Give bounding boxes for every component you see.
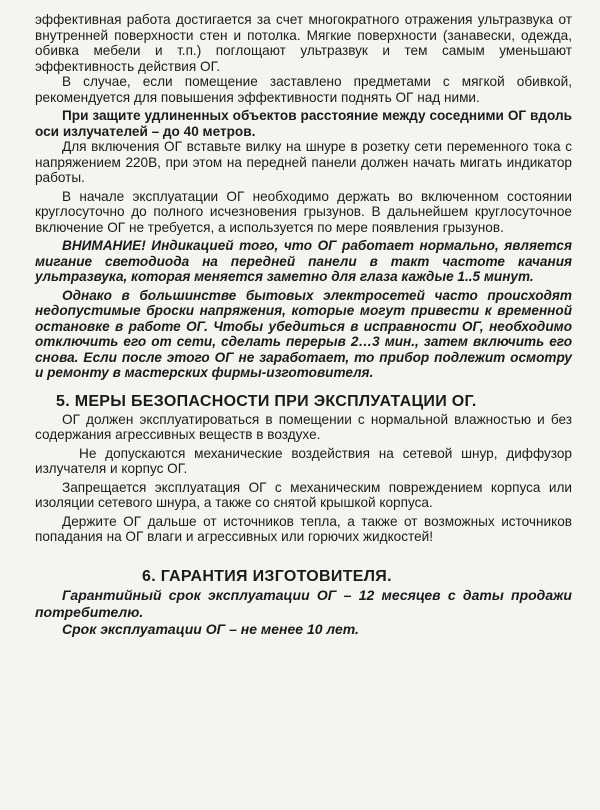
paragraph-heat-sources: Держите ОГ дальше от источников тепла, а также от возможных источников попадания на ОГ влаги и агрессивных или горючих жидкостей! bbox=[35, 513, 572, 544]
paragraph-attention-indicator: ВНИМАНИЕ! Индикацией того, что ОГ работает нормально, является мигание светодиода на передней панели в такт частоте качания ультразвука, которая меняется заметно для глаза каждые 1..5 минут. bbox=[35, 238, 572, 284]
paragraph-mechanical-impact: Не допускаются механические воздействия на сетевой шнур, диффузор излучателя и корпус ОГ. bbox=[35, 445, 572, 476]
paragraph-soft-furnishing: В случае, если помещение заставлено предметами с мягкой обивкой, рекомендуется для повышения эффективности поднять ОГ над ними. bbox=[35, 74, 572, 105]
paragraph-service-life: Срок эксплуатации ОГ – не менее 10 лет. bbox=[62, 620, 359, 637]
paragraph-damaged-housing: Запрещается эксплуатация ОГ с механическим повреждением корпуса или изоляции сетевого шнура, а также со снятой крышкой корпуса. bbox=[35, 479, 572, 510]
paragraph-ultrasound-reflection: эффективная работа достигается за счет многократного отражения ультразвука от внутренней поверхности стен и потолка. Мягкие поверхности (занавески, одежда, обивка мебели и т.п.) поглощают ультразвук и тем самым уменьшают эффективность действия ОГ. bbox=[35, 12, 572, 74]
section-5-heading: 5. МЕРЫ БЕЗОПАСНОСТИ ПРИ ЭКСПЛУАТАЦИИ ОГ. bbox=[56, 392, 477, 410]
paragraph-humidity: ОГ должен эксплуатироваться в помещении с нормальной влажностью и без содержания агрессивных веществ в воздухе. bbox=[35, 411, 572, 442]
section-6-heading: 6. ГАРАНТИЯ ИЗГОТОВИТЕЛЯ. bbox=[142, 567, 392, 585]
paragraph-initial-operation: В начале эксплуатации ОГ необходимо держать во включенном состоянии круглосуточно до полного исчезновения грызунов. В дальнейшем круглосуточное включение ОГ не требуется, а используется по мере появления грызунов. bbox=[35, 188, 572, 235]
paragraph-power-on: Для включения ОГ вставьте вилку на шнуре в розетку сети переменного тока с напряжением 220В, при этом на передней панели должен начать мигать индикатор работы. bbox=[35, 139, 572, 185]
paragraph-warranty-period: Гарантийный срок эксплуатации ОГ – 12 месяцев с даты продажи потребителю. bbox=[35, 586, 572, 620]
paragraph-distance-between-units: При защите удлиненных объектов расстояние между соседними ОГ вдоль оси излучателей – до 40 метров. bbox=[35, 108, 572, 139]
paragraph-voltage-surges: Однако в большинстве бытовых электросетей часто происходят недопустимые броски напряжения, которые могут привести к временной остановке в работе ОГ. Чтобы убедиться в исправности ОГ, необходимо отключить его от сети, сделать перерыв 2…3 мин., затем включить его снова. Если после этого ОГ не заработает, то прибор подлежит осмотру и ремонту в мастерских фирмы-изготовителя. bbox=[35, 287, 572, 380]
